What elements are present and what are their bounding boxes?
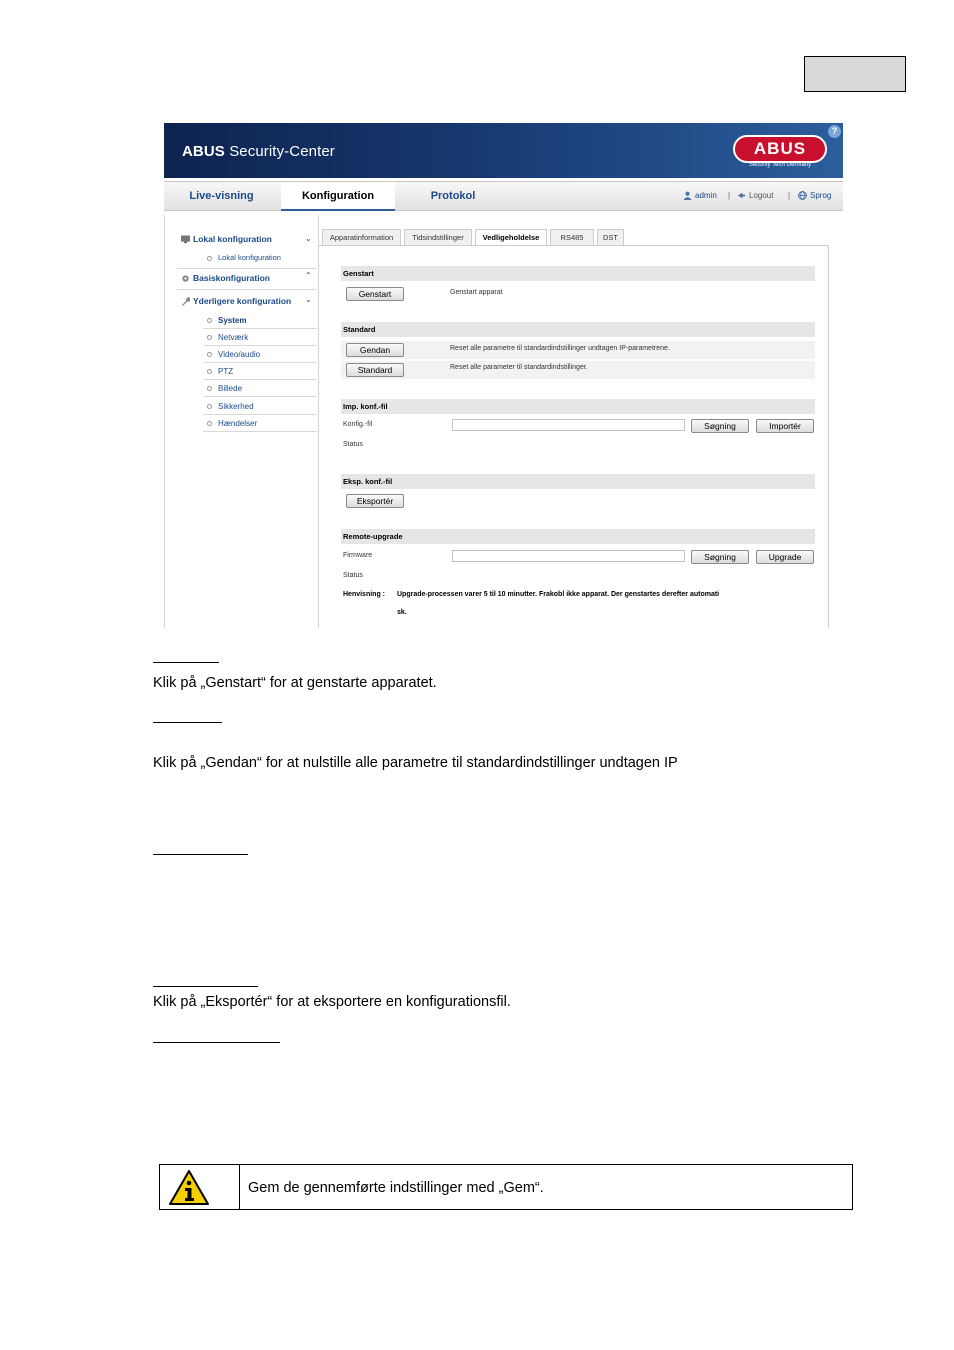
sidebar-item-ptz[interactable]	[207, 367, 233, 376]
firmware-label: Firmware	[343, 552, 373, 559]
tab-protocol[interactable]: Protokol	[430, 190, 476, 202]
sidebar-item-label: Netværk	[218, 333, 249, 342]
bullet-icon	[207, 404, 212, 409]
divider	[203, 379, 317, 380]
import-button[interactable]: Importér	[756, 419, 814, 433]
bullet-icon	[207, 256, 212, 261]
divider	[203, 414, 317, 415]
sidebar-item-system[interactable]	[207, 316, 246, 325]
heading-underline	[153, 986, 258, 987]
sidebar-more-config-label: Yderligere konfiguration	[193, 296, 292, 306]
note-box	[159, 1164, 853, 1210]
sidebar-local-config[interactable]	[181, 234, 272, 244]
language-link[interactable]	[798, 182, 831, 210]
divider	[203, 328, 317, 329]
app-title	[182, 143, 335, 160]
restart-desc: Genstart apparat	[450, 289, 503, 296]
export-button[interactable]: Eksportér	[346, 494, 404, 508]
divider	[203, 431, 317, 432]
divider	[203, 345, 317, 346]
section-import-title: Imp. konf.-fil	[341, 399, 815, 414]
default-desc: Reset alle parameter til standardindstillinger.	[450, 364, 588, 371]
bullet-icon	[207, 421, 212, 426]
sidebar-item-network[interactable]	[207, 333, 248, 342]
nav-separator-1: |	[728, 191, 731, 200]
monitor-icon	[181, 235, 190, 244]
logout-link[interactable]	[737, 182, 773, 210]
sidebar-more-config[interactable]	[181, 296, 291, 306]
note-text: Gem de gennemførte indstillinger med „Gem“.	[248, 1180, 544, 1196]
sidebar-item-label: Video/audio	[218, 350, 261, 359]
heading-underline	[153, 722, 222, 723]
sidebar-item-image[interactable]	[207, 384, 242, 393]
heading-underline	[153, 1042, 280, 1043]
divider	[203, 362, 317, 363]
tab-device-info[interactable]: Apparatinformation	[322, 229, 401, 245]
sidebar-item-label: PTZ	[218, 367, 234, 376]
wrench-icon	[181, 297, 190, 306]
bullet-icon	[207, 352, 212, 357]
help-icon[interactable]: ?	[828, 125, 841, 138]
sidebar	[164, 215, 319, 628]
sidebar-item-video-audio[interactable]	[207, 350, 260, 359]
gear-icon	[181, 274, 190, 283]
config-file-label: Konfig.-fil	[343, 421, 373, 428]
restore-desc: Reset alle parametre til standardindstillinger undtagen IP-parametrene.	[450, 345, 670, 352]
firmware-field[interactable]	[452, 550, 685, 562]
para-export: Klik på „Eksportér“ for at eksportere en konfigurationsfil.	[153, 994, 511, 1010]
para-restore: Klik på „Gendan“ for at nulstille alle parametre til standardindstillinger undtagen IP	[153, 755, 678, 771]
divider	[177, 268, 317, 269]
sidebar-basic-config-label: Basiskonfiguration	[193, 273, 270, 283]
bullet-icon	[207, 318, 212, 323]
heading-underline	[153, 662, 219, 663]
upgrade-status-label: Status	[343, 572, 363, 579]
page-number-box	[804, 56, 906, 92]
abus-logo-tagline: Security Tech Germany	[748, 162, 812, 168]
browse-firmware-button[interactable]: Søgning	[691, 550, 749, 564]
app-banner	[164, 123, 843, 178]
bullet-icon	[207, 369, 212, 374]
sidebar-item-local-config[interactable]	[207, 253, 281, 262]
chevron-down-icon[interactable]: ⌄	[305, 295, 312, 304]
top-navigation	[164, 181, 843, 211]
logout-icon	[737, 191, 746, 200]
globe-icon	[798, 191, 807, 200]
user-name: admin	[695, 191, 717, 200]
tab-live-view[interactable]: Live-visning	[189, 190, 254, 202]
content-panel	[319, 245, 829, 628]
nav-separator-2: |	[788, 191, 791, 200]
section-export-title: Eksp. konf.-fil	[341, 474, 815, 489]
upgrade-note-cont: sk.	[397, 609, 407, 616]
app-title-rest: Security-Center	[229, 143, 335, 160]
sidebar-basic-config[interactable]	[181, 273, 270, 283]
tab-time-settings[interactable]: Tidsindstillinger	[404, 229, 472, 245]
logout-label: Logout	[749, 191, 774, 200]
section-restart-title: Genstart	[341, 266, 815, 281]
tab-rs485[interactable]: RS485	[550, 229, 594, 245]
sidebar-item-label: Lokal konfiguration	[218, 253, 281, 262]
para-restart: Klik på „Genstart“ for at genstarte apparatet.	[153, 675, 437, 691]
tab-maintenance[interactable]: Vedligeholdelse	[475, 229, 547, 246]
restart-button[interactable]: Genstart	[346, 287, 404, 301]
language-label: Sprog	[810, 191, 832, 200]
divider	[177, 289, 317, 290]
browse-config-button[interactable]: Søgning	[691, 419, 749, 433]
note-divider	[239, 1165, 240, 1209]
sidebar-item-label: Hændelser	[218, 419, 258, 428]
sidebar-item-security[interactable]	[207, 402, 254, 411]
tab-dst[interactable]: DST	[597, 229, 624, 245]
sidebar-item-label: Billede	[218, 384, 243, 393]
abus-logo: ABUS	[733, 135, 827, 163]
import-status-label: Status	[343, 441, 363, 448]
divider	[203, 396, 317, 397]
section-upgrade-title: Remote-upgrade	[341, 529, 815, 544]
sidebar-item-label: System	[218, 316, 247, 325]
sidebar-item-label: Sikkerhed	[218, 402, 254, 411]
sidebar-local-config-label: Lokal konfiguration	[193, 234, 272, 244]
bullet-icon	[207, 335, 212, 340]
heading-underline	[153, 854, 248, 855]
sidebar-item-events[interactable]	[207, 419, 257, 428]
user-icon	[683, 191, 692, 200]
user-link[interactable]	[683, 182, 717, 210]
chevron-down-icon[interactable]: ⌄	[305, 234, 312, 243]
info-warning-icon	[168, 1169, 210, 1206]
chevron-up-icon[interactable]: ⌃	[305, 271, 312, 280]
security-center-screenshot	[164, 123, 843, 628]
config-file-field[interactable]	[452, 419, 685, 431]
app-title-bold: ABUS	[182, 143, 225, 160]
restore-button[interactable]: Gendan	[346, 343, 404, 357]
default-button[interactable]: Standard	[346, 363, 404, 377]
tab-configuration[interactable]: Konfiguration	[281, 182, 395, 211]
section-standard-title: Standard	[341, 322, 815, 337]
upgrade-note-label: Henvisning :	[343, 591, 386, 598]
bullet-icon	[207, 386, 212, 391]
upgrade-note-text: Upgrade-processen varer 5 til 10 minutter. Frakobl ikke apparat. Der genstartes derefter automati	[397, 591, 720, 598]
upgrade-button[interactable]: Upgrade	[756, 550, 814, 564]
